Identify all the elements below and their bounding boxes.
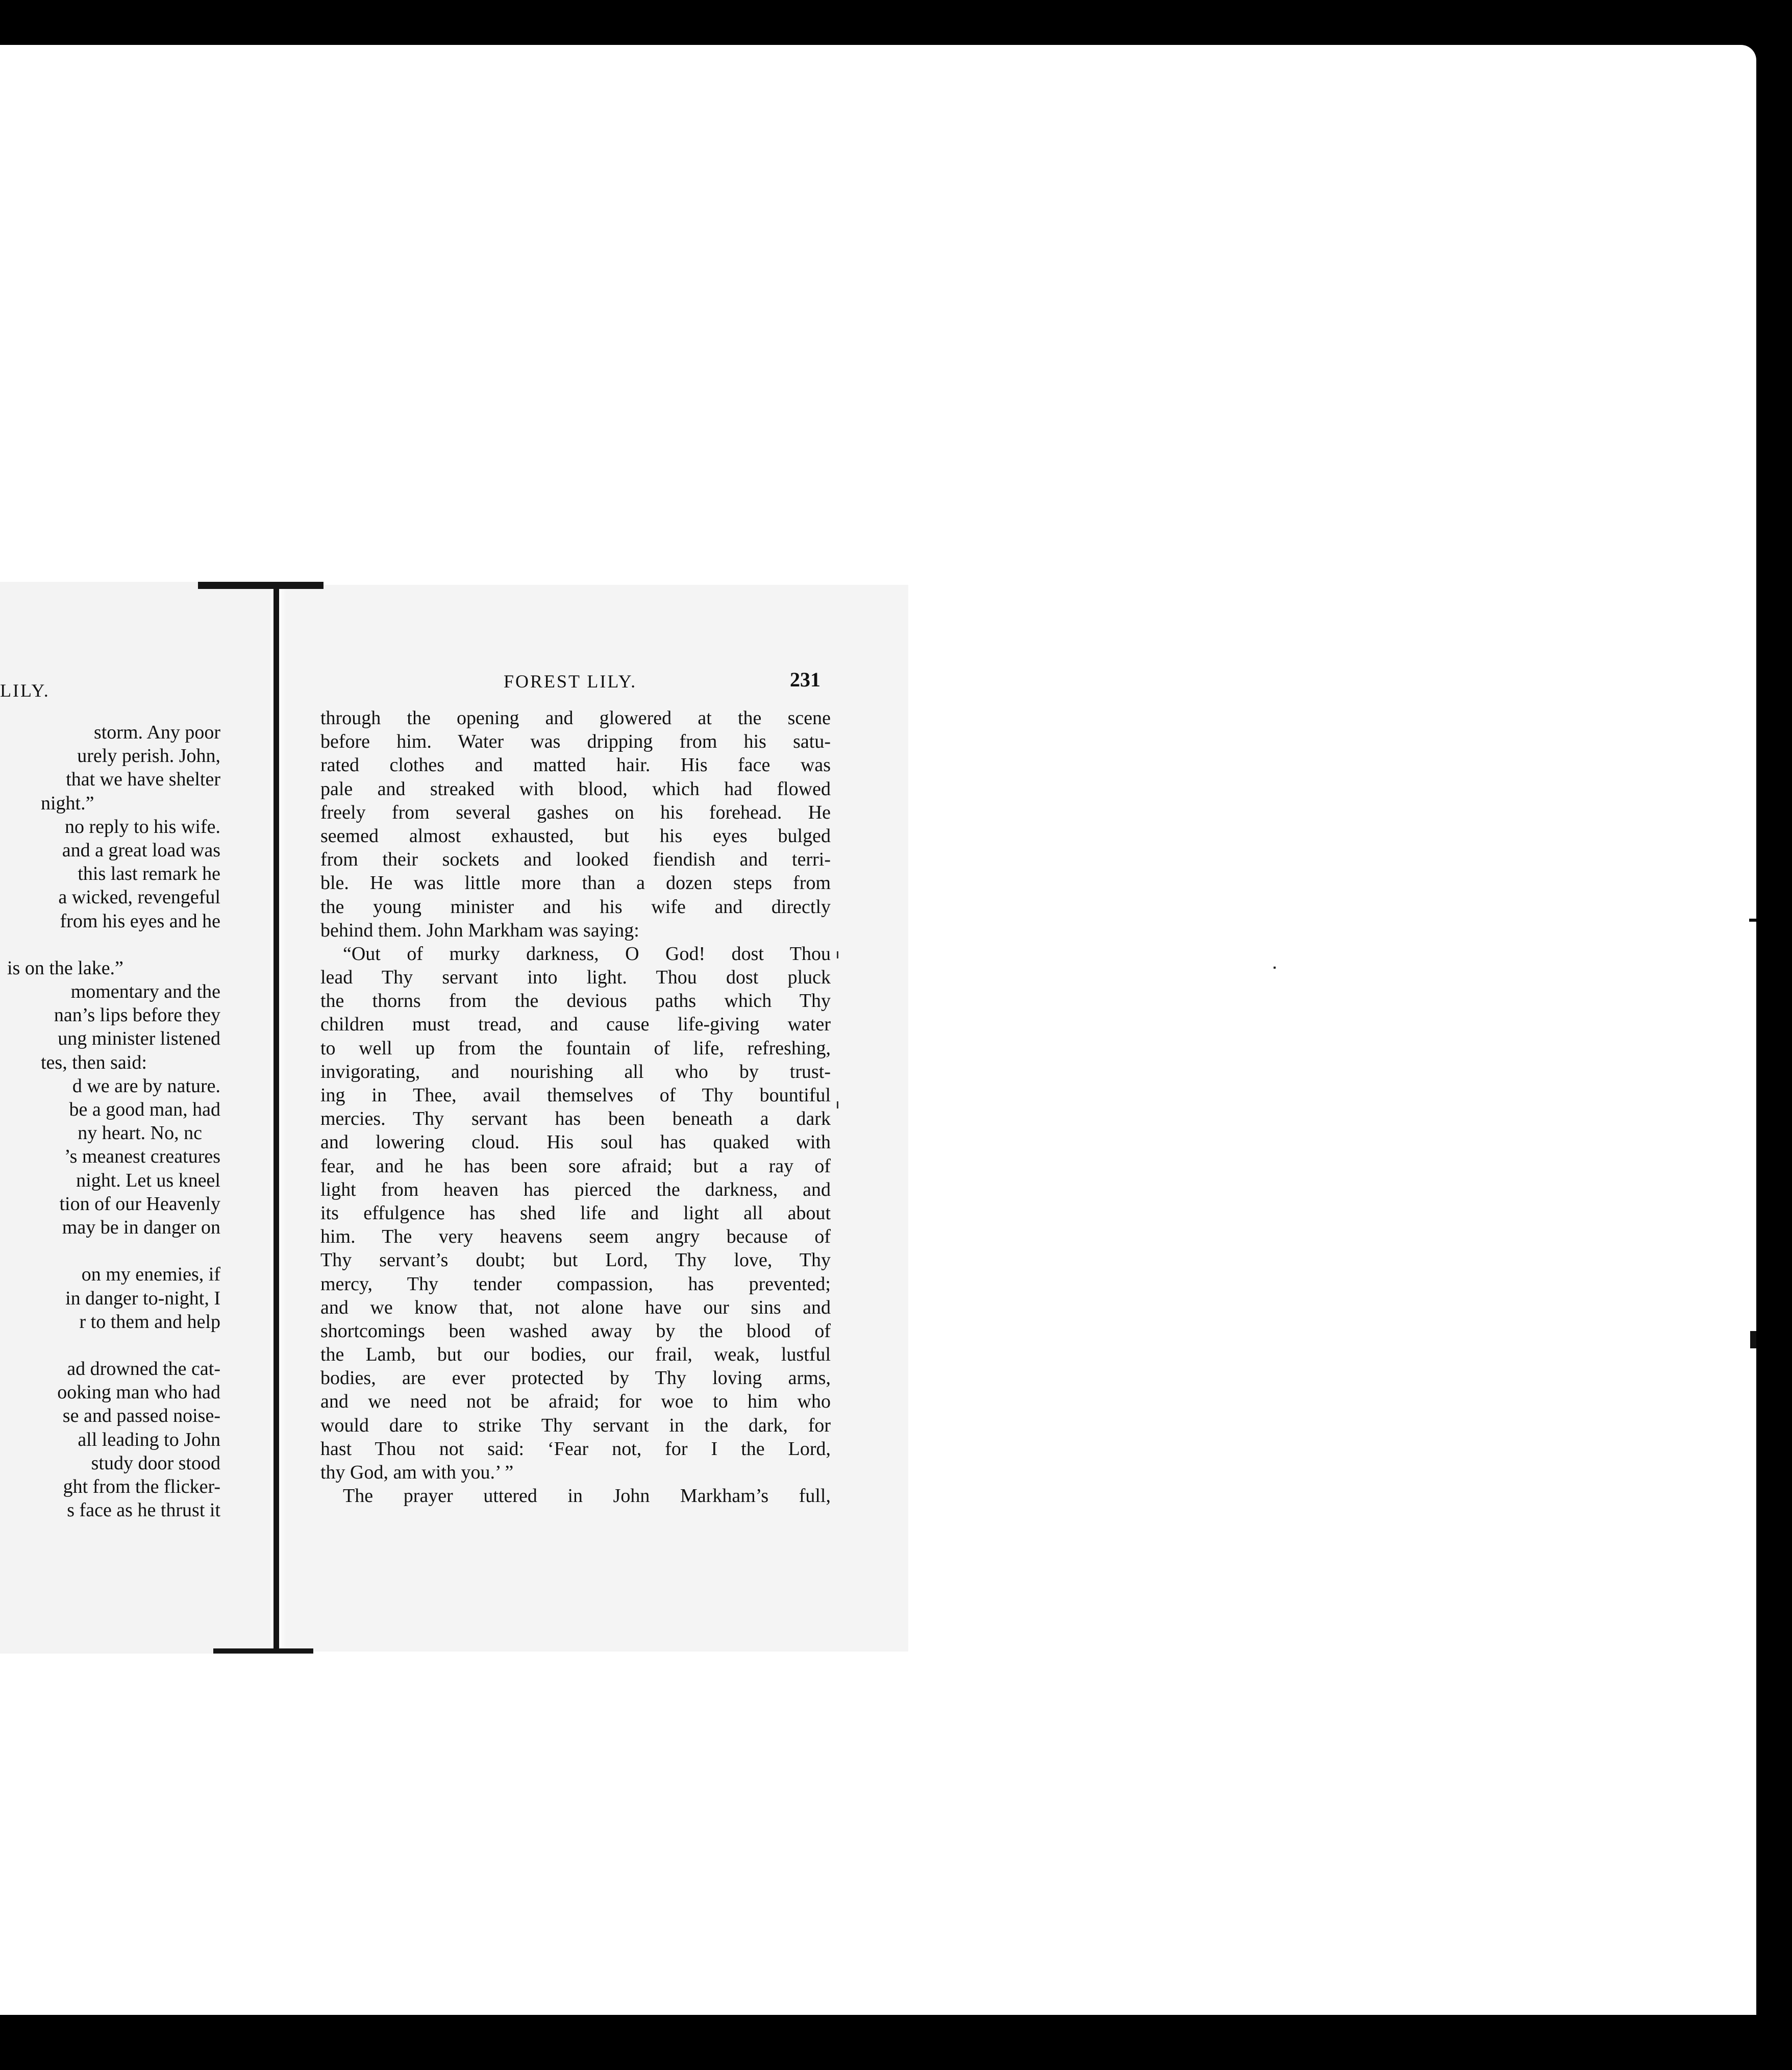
text-line: is on the lake.” — [7, 957, 123, 979]
text-line: from his eyes and he — [60, 910, 220, 932]
spine-top-cap — [198, 582, 323, 589]
edge-speck — [1750, 1331, 1756, 1348]
text-line: fear, and he has been sore afraid; but a ray of — [320, 1155, 831, 1177]
text-line: r to them and help — [79, 1311, 220, 1333]
text-line: The prayer uttered in John Markham’s full, — [343, 1485, 831, 1507]
text-line: this last remark he — [78, 863, 220, 885]
text-line: night.” — [41, 792, 94, 814]
right-text-block — [320, 706, 831, 1508]
text-line: thy God, am with you.’ ” — [320, 1462, 514, 1483]
text-line: be a good man, had — [69, 1099, 220, 1120]
text-line: in danger to-night, I — [65, 1287, 220, 1309]
text-line: would dare to strike Thy servant in the dark, for — [320, 1414, 831, 1436]
text-line: from their sockets and looked fiendish and terri- — [320, 849, 831, 871]
text-line: ooking man who had — [57, 1382, 220, 1403]
text-line: light from heaven has pierced the darkness, and — [320, 1178, 831, 1200]
text-line: tes, then said: — [41, 1051, 147, 1073]
text-line: a wicked, revengeful — [58, 886, 220, 908]
blank-line — [0, 933, 220, 956]
edge-speck — [1274, 967, 1276, 969]
right-page — [286, 585, 908, 1652]
page-number: 231 — [790, 668, 820, 691]
text-line: and a great load was — [62, 839, 220, 861]
text-line: tion of our Heavenly — [59, 1193, 220, 1215]
text-line: and lowering cloud. His soul has quaked with — [320, 1131, 831, 1153]
blank-line — [0, 1334, 220, 1357]
text-line: urely perish. John, — [77, 745, 220, 767]
text-line: mercies. Thy servant has been beneath a dark — [320, 1108, 831, 1130]
spine-bottom-cap — [213, 1648, 313, 1654]
text-line: “Out of murky darkness, O God! dost Thou — [343, 943, 831, 965]
left-text-block — [0, 721, 220, 1522]
text-line: lead Thy servant into light. Thou dost pluck — [320, 967, 831, 989]
text-line: no reply to his wife. — [64, 816, 220, 837]
text-line: study door stood — [91, 1452, 220, 1474]
stray-mark — [837, 1101, 838, 1108]
text-line: ny heart. No, nc — [78, 1122, 202, 1144]
left-page — [0, 582, 270, 1654]
text-line: pale and streaked with blood, which had flowed — [320, 778, 831, 800]
text-line: s face as he thrust it — [67, 1499, 220, 1521]
text-line: freely from several gashes on his forehead. He — [320, 801, 831, 823]
edge-speck — [1749, 919, 1756, 922]
text-line: ’s meanest creatures — [64, 1146, 220, 1168]
text-line: rated clothes and matted hair. His face was — [320, 754, 831, 776]
text-line: children must tread, and cause life-giving water — [320, 1014, 831, 1036]
text-line: bodies, are ever protected by Thy loving arms, — [320, 1367, 831, 1389]
text-line: ght from the flicker- — [63, 1476, 220, 1497]
text-line: ung minister listened — [58, 1028, 220, 1050]
text-line: him. The very heavens seem angry because of — [320, 1226, 831, 1248]
text-line: invigorating, and nourishing all who by trust- — [320, 1061, 831, 1082]
text-line: before him. Water was dripping from his satu- — [320, 731, 831, 753]
text-line: seemed almost exhausted, but his eyes bulged — [320, 825, 831, 847]
text-line: may be in danger on — [62, 1216, 220, 1238]
text-line: se and passed noise- — [62, 1405, 220, 1427]
text-line: d we are by nature. — [72, 1075, 220, 1097]
book-spread — [0, 582, 908, 1654]
text-line: through the opening and glowered at the scene — [320, 707, 831, 729]
text-line: on my enemies, if — [81, 1264, 220, 1286]
spine-line — [273, 587, 279, 1654]
text-line: hast Thou not said: ‘Fear not, for I the Lord, — [320, 1438, 831, 1460]
text-line: ble. He was little more than a dozen steps from — [320, 872, 831, 894]
text-line: night. Let us kneel — [76, 1169, 220, 1191]
text-line: the Lamb, but our bodies, our frail, weak, lustful — [320, 1344, 831, 1366]
microfilm-sheet — [0, 45, 1756, 2015]
text-line: and we know that, not alone have our sins and — [320, 1296, 831, 1318]
text-line: Thy servant’s doubt; but Lord, Thy love, Thy — [320, 1249, 831, 1271]
left-running-head: LILY. — [0, 680, 50, 701]
blank-line — [0, 1239, 220, 1263]
text-line: that we have shelter — [66, 769, 220, 791]
text-line: behind them. John Markham was saying: — [320, 919, 639, 941]
text-line: momentary and the — [70, 981, 220, 1003]
right-running-head: FOREST LILY. — [504, 671, 637, 692]
stray-mark — [837, 951, 838, 958]
text-line: ing in Thee, avail themselves of Thy bountiful — [320, 1085, 831, 1106]
text-line: and we need not be afraid; for woe to him who — [320, 1391, 831, 1413]
text-line: its effulgence has shed life and light all about — [320, 1202, 831, 1224]
text-line: shortcomings been washed away by the blood of — [320, 1320, 831, 1342]
text-line: mercy, Thy tender compassion, has prevented; — [320, 1273, 831, 1295]
text-line: the young minister and his wife and directly — [320, 896, 831, 918]
text-line: the thorns from the devious paths which Thy — [320, 990, 831, 1012]
text-line: nan’s lips before they — [54, 1004, 220, 1026]
text-line: to well up from the fountain of life, refreshing, — [320, 1037, 831, 1059]
text-line: ad drowned the cat- — [67, 1358, 220, 1380]
text-line: all leading to John — [78, 1428, 220, 1450]
text-line: storm. Any poor — [93, 722, 220, 743]
